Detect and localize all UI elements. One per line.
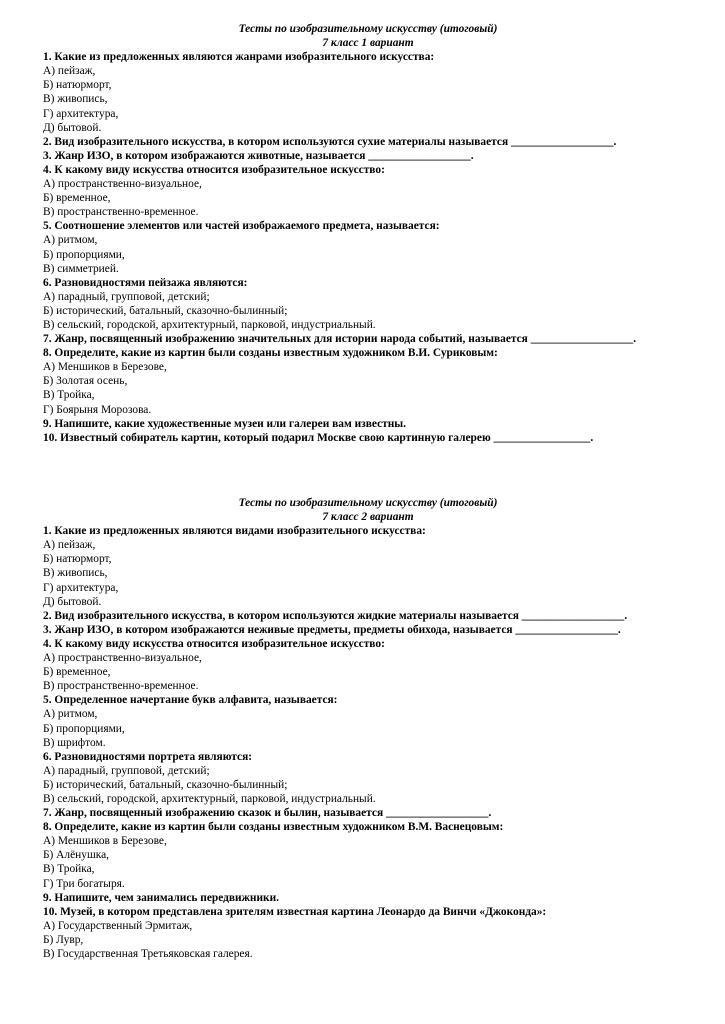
test-subtitle: 7 класс 2 вариант <box>322 511 414 524</box>
answer-option: В) сельский, городской, архитектурный, парковой, индустриальный. <box>43 318 376 331</box>
question-2: 2. Вид изобразительного искусства, в котором используются жидкие материалы называется __________________. <box>43 609 628 622</box>
answer-option: Б) Золотая осень, <box>43 375 128 388</box>
test-variant-2 <box>43 496 693 961</box>
answer-option: Б) временное, <box>43 666 111 679</box>
answer-option: Г) Боярыня Морозова. <box>43 403 152 416</box>
answer-option: В) симметрией. <box>43 262 119 275</box>
answer-option: А) ритмом, <box>43 234 98 247</box>
test-variant-1 <box>43 22 693 445</box>
question-4: 4. К какому виду искусства относится изобразительное искусство: <box>43 637 385 650</box>
answer-option: Д) бытовой. <box>43 121 102 134</box>
answer-option: Б) временное, <box>43 192 111 205</box>
test-subtitle: 7 класс 1 вариант <box>322 37 414 50</box>
answer-option: В) сельский, городской, архитектурный, парковой, индустриальный. <box>43 792 376 805</box>
question-10: 10. Музей, в котором представлена зрителям известная картина Леонардо да Винчи «Джоконда»: <box>43 905 547 918</box>
answer-option: В) шрифтом. <box>43 736 106 749</box>
answer-option: В) пространственно-временное. <box>43 680 199 693</box>
answer-option: Б) Алёнушка, <box>43 849 109 862</box>
test-title: Тесты по изобразительному искусству (итоговый) <box>238 23 498 35</box>
question-1: 1. Какие из предложенных являются жанрами изобразительного искусства: <box>43 51 435 64</box>
question-4: 4. К какому виду искусства относится изобразительное искусство: <box>43 163 385 176</box>
answer-option: Б) натюрморт, <box>43 79 112 92</box>
answer-option: В) Государственная Третьяковская галерея. <box>43 948 253 960</box>
answer-option: А) пространственно-визуальное, <box>43 178 202 191</box>
answer-option: Б) исторический, батальный, сказочно-былинный; <box>43 304 288 317</box>
question-6: 6. Разновидностями портрета являются: <box>43 750 253 763</box>
question-8: 8. Определите, какие из картин были созданы известным художником В.М. Васнецовым: <box>43 821 504 834</box>
question-5: 5. Соотношение элементов или частей изображаемого предмета, называется: <box>43 220 440 233</box>
answer-option: А) ритмом, <box>43 708 98 721</box>
answer-option: Б) пропорциями, <box>43 722 125 735</box>
answer-option: А) Меншиков в Березове, <box>43 361 167 374</box>
question-8: 8. Определите, какие из картин были созданы известным художником В.И. Суриковым: <box>43 347 498 360</box>
answer-option: Г) Три богатыря. <box>43 877 125 890</box>
question-2: 2. Вид изобразительного искусства, в котором используются сухие материалы называется __________________. <box>43 135 617 148</box>
question-10: 10. Известный собиратель картин, который подарил Москве свою картинную галерею _________________. <box>43 431 594 444</box>
answer-option: Б) натюрморт, <box>43 553 112 566</box>
answer-option: Б) Лувр, <box>43 933 84 946</box>
answer-option: Д) бытовой. <box>43 595 102 608</box>
question-1: 1. Какие из предложенных являются видами изобразительного искусства: <box>43 525 426 538</box>
answer-option: В) живопись, <box>43 93 108 106</box>
test-title: Тесты по изобразительному искусству (итоговый) <box>238 497 498 509</box>
answer-option: А) пейзаж, <box>43 65 96 78</box>
answer-option: В) Тройка, <box>43 389 95 402</box>
question-7: 7. Жанр, посвященный изображению сказок и былин, называется __________________. <box>43 807 492 820</box>
answer-option: А) парадный, групповой, детский; <box>43 290 210 303</box>
answer-option: А) Государственный Эрмитаж, <box>43 919 193 932</box>
answer-option: В) пространственно-временное. <box>43 206 199 219</box>
answer-option: В) Тройка, <box>43 863 95 876</box>
question-9: 9. Напишите, какие художественные музеи или галереи вам известны. <box>43 417 407 430</box>
question-3: 3. Жанр ИЗО, в котором изображаются неживые предметы, предметы обихода, называется __________________. <box>43 623 621 636</box>
answer-option: А) пейзаж, <box>43 539 96 552</box>
question-5: 5. Определенное начертание букв алфавита, называется: <box>43 694 338 707</box>
question-9: 9. Напишите, чем занимались передвижники. <box>43 891 279 904</box>
answer-option: Б) исторический, батальный, сказочно-былинный; <box>43 778 288 791</box>
answer-option: А) парадный, групповой, детский; <box>43 764 210 777</box>
answer-option: А) Меншиков в Березове, <box>43 835 167 848</box>
answer-option: Г) архитектура, <box>43 107 119 120</box>
answer-option: Г) архитектура, <box>43 581 119 594</box>
question-7: 7. Жанр, посвященный изображению значительных для истории народа событий, называется __________________. <box>43 333 637 346</box>
answer-option: А) пространственно-визуальное, <box>43 652 202 665</box>
answer-option: Б) пропорциями, <box>43 248 125 261</box>
question-3: 3. Жанр ИЗО, в котором изображаются животные, называется __________________. <box>43 149 474 162</box>
question-6: 6. Разновидностями пейзажа являются: <box>43 276 248 289</box>
answer-option: В) живопись, <box>43 567 108 580</box>
